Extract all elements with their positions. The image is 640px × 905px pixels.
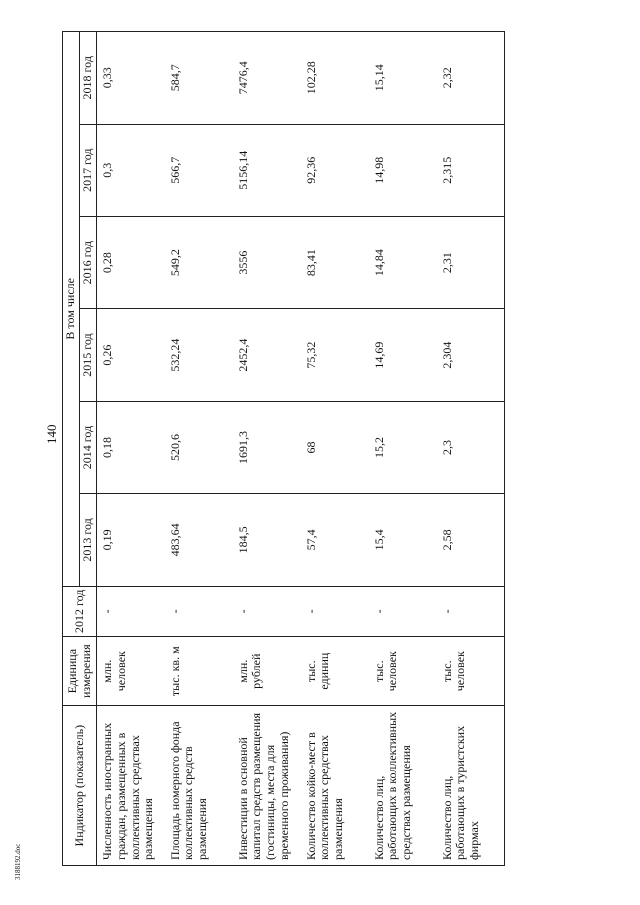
- value-cell: -: [165, 586, 233, 636]
- value-cell: 584,7: [165, 32, 233, 125]
- value-cell: 184,5: [233, 494, 301, 586]
- indicator-cell: Численность иностранных граждан, размещенных в коллективных средствах размещения: [97, 706, 165, 866]
- value-cell: 520,6: [165, 401, 233, 493]
- value-cell: 1691,3: [233, 401, 301, 493]
- value-cell: 92,36: [301, 124, 369, 216]
- table-row: [97, 32, 165, 866]
- table-row: [233, 32, 301, 866]
- header-year-2016: 2016 год: [80, 216, 97, 308]
- value-cell: 532,24: [165, 309, 233, 401]
- value-cell: 0,3: [97, 124, 165, 216]
- table-body: [97, 32, 505, 866]
- unit-cell: тыс. кв. м: [165, 637, 233, 706]
- value-cell: -: [369, 586, 437, 636]
- value-cell: 2,31: [437, 216, 505, 308]
- header-year-2017: 2017 год: [80, 124, 97, 216]
- value-cell: 0,19: [97, 494, 165, 586]
- value-cell: 102,28: [301, 32, 369, 125]
- unit-cell: млн. человек: [97, 637, 165, 706]
- value-cell: 15,14: [369, 32, 437, 125]
- table-header: [63, 32, 97, 866]
- table-row: [437, 32, 505, 866]
- value-cell: 5156,14: [233, 124, 301, 216]
- page-number: 140: [44, 424, 59, 444]
- value-cell: 2,3: [437, 401, 505, 493]
- value-cell: 7476,4: [233, 32, 301, 125]
- value-cell: -: [233, 586, 301, 636]
- value-cell: 0,18: [97, 401, 165, 493]
- header-year-2012: 2012 год: [63, 586, 97, 636]
- value-cell: 549,2: [165, 216, 233, 308]
- value-cell: 2,304: [437, 309, 505, 401]
- header-year-2015: 2015 год: [80, 309, 97, 401]
- indicators-table: [62, 31, 505, 866]
- value-cell: 3556: [233, 216, 301, 308]
- value-cell: 0,33: [97, 32, 165, 125]
- unit-cell: тыс. единиц: [301, 637, 369, 706]
- header-unit: Единица измерения: [63, 637, 97, 706]
- value-cell: 14,84: [369, 216, 437, 308]
- header-including: В том числе: [63, 32, 80, 587]
- header-year-2018: 2018 год: [80, 32, 97, 125]
- table-row: [301, 32, 369, 866]
- header-indicator: Индикатор (показатель): [63, 706, 97, 866]
- value-cell: 0,28: [97, 216, 165, 308]
- value-cell: 0,26: [97, 309, 165, 401]
- value-cell: 14,98: [369, 124, 437, 216]
- value-cell: -: [437, 586, 505, 636]
- value-cell: 566,7: [165, 124, 233, 216]
- indicator-cell: Количество лиц, работающих в коллективных средствах размещения: [369, 706, 437, 866]
- value-cell: -: [97, 586, 165, 636]
- document-filename: 3188192.doc: [14, 843, 22, 880]
- indicator-cell: Количество лиц, работающих в туристских фирмах: [437, 706, 505, 866]
- unit-cell: тыс. человек: [437, 637, 505, 706]
- value-cell: 15,2: [369, 401, 437, 493]
- indicator-cell: Площадь номерного фонда коллективных средств размещения: [165, 706, 233, 866]
- table-row: [165, 32, 233, 866]
- value-cell: 483,64: [165, 494, 233, 586]
- value-cell: 68: [301, 401, 369, 493]
- header-year-2014: 2014 год: [80, 401, 97, 493]
- rotated-table-container: [62, 31, 610, 866]
- value-cell: 2,32: [437, 32, 505, 125]
- indicator-cell: Инвестиции в основной капитал средств размещения (гостиницы, места для временного проживания): [233, 706, 301, 866]
- indicator-cell: Количество койко-мест в коллективных средствах размещения: [301, 706, 369, 866]
- value-cell: 83,41: [301, 216, 369, 308]
- value-cell: 57,4: [301, 494, 369, 586]
- value-cell: 2,58: [437, 494, 505, 586]
- value-cell: 15,4: [369, 494, 437, 586]
- value-cell: 14,69: [369, 309, 437, 401]
- unit-cell: тыс. человек: [369, 637, 437, 706]
- value-cell: 2,315: [437, 124, 505, 216]
- table-row: [369, 32, 437, 866]
- value-cell: 2452,4: [233, 309, 301, 401]
- value-cell: 75,32: [301, 309, 369, 401]
- value-cell: -: [301, 586, 369, 636]
- unit-cell: млн. рублей: [233, 637, 301, 706]
- header-year-2013: 2013 год: [80, 494, 97, 586]
